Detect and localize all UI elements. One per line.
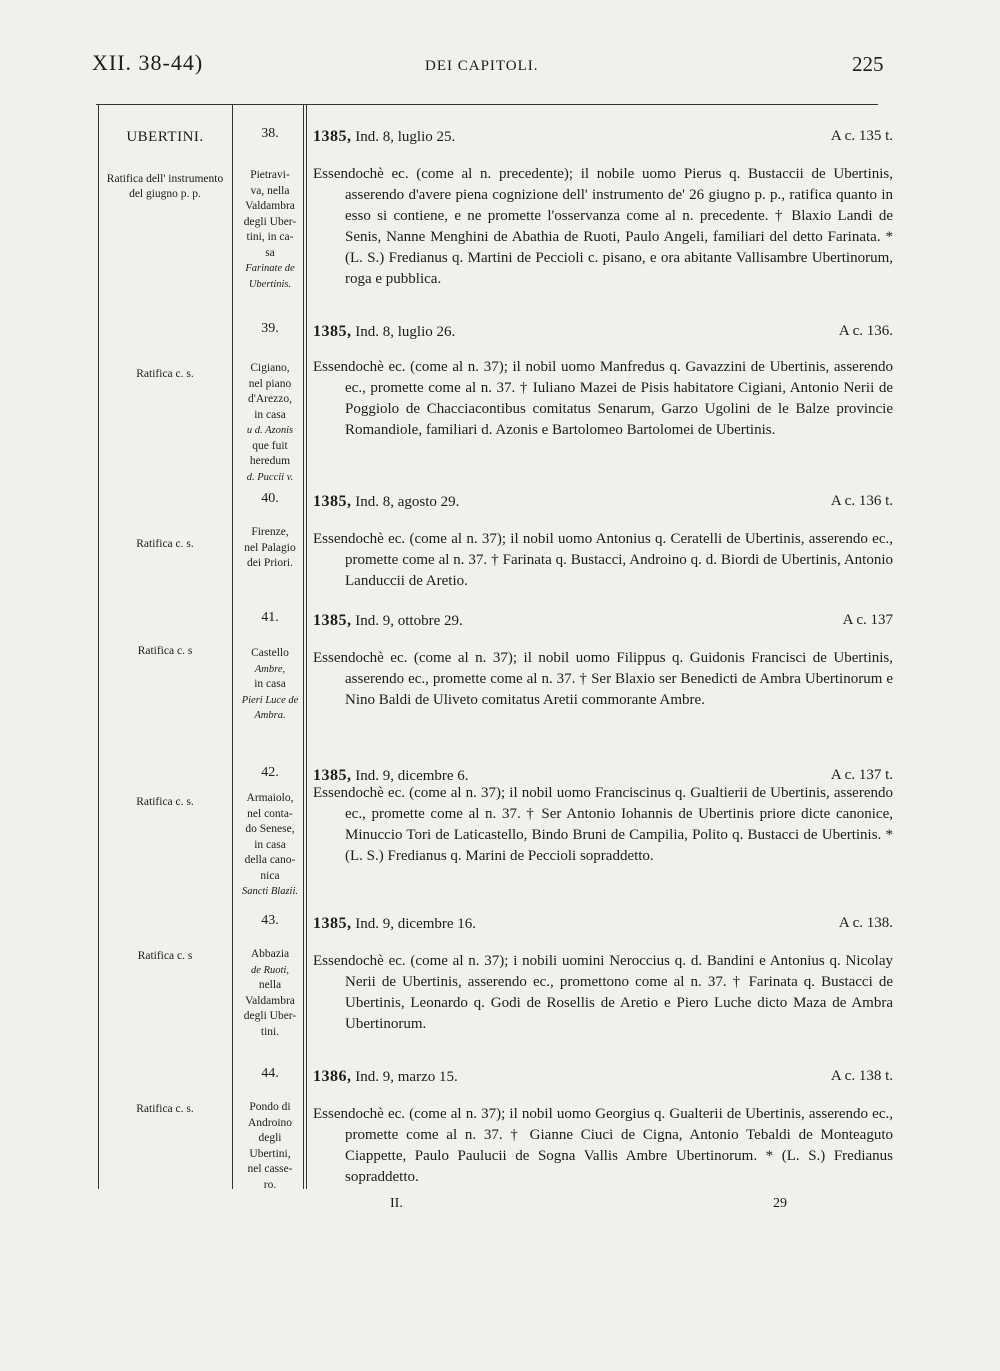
place-line: que fuit <box>252 439 288 452</box>
place-line: nel casse- <box>247 1163 293 1175</box>
entry-paragraph: Essendochè ec. (come al n. 37); il nobil uomo Manfredus q. Gavazzini de Ubertinis, asserendo ec., promette come al n. 37. † Iuliano Mazei de Pisis habitatore Cigiani, Antonio Nerii de Poggiolo de Chacciacontibus comitatus Senarum, Garzo Ugolini de le Balze provincie Romandiole, familiari d. Azonis e Bartolomeo Bartolomei de Ubertinis. <box>313 359 893 438</box>
top-rule <box>96 104 878 105</box>
entry-date: Ind. 9, dicembre 16. <box>355 916 477 932</box>
entry-year: 1385, <box>313 493 352 510</box>
entry-paragraph: Essendochè ec. (come al n. 37); il nobil uomo Georgius q. Gualterii de Ubertinis, asserendo ec., promette come al n. 37. † Gianne Ciuci de Cigna, Antonio Tebaldi de Monteaguto Ciappette, Paulo Paulucii de Sogna Vallis Ambre Ubertinorum. * (L. S.) Fredianus sopraddetto. <box>313 1106 893 1185</box>
entry-text <box>313 357 893 441</box>
entry-year: 1386, <box>313 1068 352 1085</box>
running-title: DEI CAPITOLI. <box>425 58 539 74</box>
sheet-number: 29 <box>773 1196 787 1211</box>
place-line: nel conta- <box>247 807 293 820</box>
place-line: in casa <box>254 408 286 421</box>
entry-folio-ref: A c. 138. <box>838 915 893 931</box>
place-line: Farinate de Ubertinis. <box>245 263 295 290</box>
place-line: de Ruoti, <box>251 964 289 976</box>
entry-date: Ind. 8, luglio 26. <box>355 324 456 340</box>
entry-number <box>238 1066 302 1084</box>
entry-number-text: 38. <box>261 126 279 141</box>
entry-number <box>238 765 302 783</box>
place-line: Valdambra <box>245 994 295 1007</box>
entry-year: 1385, <box>313 767 352 784</box>
place-line: do Senese, <box>245 823 295 835</box>
entry-number-text: 39. <box>261 321 279 336</box>
entry-place <box>238 791 302 900</box>
entry-folio-ref: A c. 136. <box>838 323 893 339</box>
entry-folio-ref: A c. 135 t. <box>830 128 893 144</box>
entry-text <box>313 648 893 711</box>
entry-heading <box>313 1068 893 1086</box>
entry-paragraph: Essendochè ec. (come al n. 37); il nobil uomo Filippus q. Guidonis Francisci de Ubertinis, asserendo ec., promette come al n. 37. † Ser Blaxio ser Benedicti de Ambra Ubertinorum e Nino Baldi de Uliveto comitatus Aretii commorante Ambre. <box>313 650 893 708</box>
entry-number <box>238 321 302 339</box>
entry-text <box>313 1104 893 1188</box>
place-line: Armaiolo, <box>246 792 294 804</box>
entry-folio-ref: A c. 138 t. <box>830 1068 893 1084</box>
entry-number-text: 42. <box>261 765 279 780</box>
place-line: nella <box>258 979 282 991</box>
left-rule <box>98 104 99 1189</box>
entry-number-text: 41. <box>261 610 279 625</box>
place-line: Cigiano, <box>250 362 290 374</box>
entry-text <box>313 164 893 290</box>
place-line: Sancti Blazii. <box>242 886 298 897</box>
place-line: dei Priori. <box>247 557 293 569</box>
entry-number <box>238 126 302 144</box>
entry-left-note: Ratifica c. s. <box>136 538 194 550</box>
place-line: degli <box>258 1132 282 1144</box>
place-line: Pondo di <box>249 1101 291 1113</box>
place-line: Pieri Luce de Ambra. <box>241 694 299 721</box>
place-line: Pietravi- <box>250 169 290 181</box>
entry-left-note: Ratifica dell' instrumento del giugno p. p. <box>106 173 224 200</box>
entry-date: Ind. 9, dicembre 6. <box>355 768 469 784</box>
place-line: sa <box>265 246 275 259</box>
entry-year: 1385, <box>313 612 352 629</box>
section-range: XII. 38-44) <box>92 50 204 75</box>
entry-paragraph: Essendochè ec. (come al n. 37); il nobil uomo Antonius q. Ceratelli de Ubertinis, asserendo ec., promette come al n. 37. † Farinata q. Bustacci, Androino q. d. Biordi de Ubertinis, Antonio Landuccii de Aretio. <box>313 531 893 589</box>
entry-heading <box>313 612 893 630</box>
entry-number-text: 43. <box>261 913 279 928</box>
entry-date: Ind. 9, marzo 15. <box>355 1069 458 1085</box>
place-line: in casa <box>254 838 286 851</box>
column-rule-3 <box>306 104 307 1189</box>
entry-place <box>238 168 302 292</box>
entry-left-note: Ratifica c. s <box>137 645 193 657</box>
place-line: tini, in ca- <box>246 231 294 243</box>
place-line: degli Uber- <box>243 215 297 228</box>
entry-text <box>313 783 893 867</box>
place-line: heredum <box>249 455 291 467</box>
place-line: ro. <box>263 1178 277 1191</box>
place-line: Castello <box>251 647 289 659</box>
entry-heading <box>313 323 893 341</box>
place-line: nel piano <box>248 377 292 390</box>
entry-number <box>238 610 302 628</box>
place-line: Ambre, <box>254 663 286 675</box>
entry-date: Ind. 8, luglio 25. <box>355 129 456 145</box>
entry-date: Ind. 8, agosto 29. <box>355 494 460 510</box>
entry-text <box>313 951 893 1035</box>
place-line: d. Puccii v. <box>246 471 294 483</box>
place-line: Abbazia <box>250 948 290 960</box>
entry-number-text: 40. <box>261 491 279 506</box>
place-line: tini. <box>260 1025 280 1038</box>
entry-place <box>238 525 302 572</box>
place-line: Ubertini, <box>249 1147 291 1160</box>
entry-left-note: Ratifica c. s. <box>136 796 194 808</box>
entry-place <box>238 947 302 1040</box>
entry-text <box>313 529 893 592</box>
entry-paragraph: Essendochè ec. (come al n. 37); il nobil uomo Franciscinus q. Gualtierii de Ubertinis, asserendo ec., promette come al n. 37. † Ser Antonio Iohannis de Ubertinis priore dicte canonice, Minuccio Tori de Laticastello, Bindo Bruni de Campilia, Polito q. Bustacci de Ubertinis. * (L. S.) Fredianus q. Marini de Peccioli sopraddetto. <box>313 785 893 864</box>
entry-date: Ind. 9, ottobre 29. <box>355 613 463 629</box>
entry-year: 1385, <box>313 323 352 340</box>
entry-heading <box>313 493 893 511</box>
entry-left-note: Ratifica c. s <box>137 950 193 962</box>
entry-year: 1385, <box>313 915 352 932</box>
entry-folio-ref: A c. 137 <box>842 612 893 628</box>
place-line: degli Uber- <box>243 1010 297 1022</box>
place-line: nel Palagio <box>244 541 296 554</box>
place-line: Valdambra <box>245 200 295 212</box>
entry-folio-ref: A c. 137 t. <box>830 767 893 783</box>
column-title: UBERTINI. <box>126 129 204 145</box>
entry-place <box>238 1100 302 1193</box>
place-line: in casa <box>254 678 286 690</box>
place-line: Firenze, <box>251 526 289 538</box>
entry-heading <box>313 128 893 146</box>
column-rule-2 <box>303 104 304 1189</box>
signature-mark: II. <box>390 1196 403 1211</box>
entry-number <box>238 913 302 931</box>
entry-place <box>238 646 302 724</box>
entry-paragraph: Essendochè ec. (come al n. precedente); il nobile uomo Pierus q. Bustaccii de Ubertinis, asserendo d'avere piena cognizione dell' instrumento de' 26 giugno p. p., ratifica quanto in esso si contiene, e ne promette l'osservanza come al n. precedente. † Blaxio Landi de Senis, Nanne Menghini de Abathia de Ruoti, Paulo Angeli, familiari del detto Farinata. * (L. S.) Fredianus q. Martini de Peccioli c. pisano, e ora abitante Vallisambre Ubertinorum, roga e pubblica. <box>313 166 893 287</box>
entry-place <box>238 361 302 485</box>
entry-paragraph: Essendochè ec. (come al n. 37); i nobili uomini Neroccius q. d. Bandini e Antonius q. Nicolay Nerii de Ubertinis, asserendo ec., promettono come al n. 37. † Farinata q. Bustacci de Ubertinis, Leonardo q. Godi de Rosellis de Aretio e Piero Luche dicto Maza de Ambra Ubertinorum. <box>313 953 893 1032</box>
entry-left-note: Ratifica c. s. <box>136 1103 194 1115</box>
entry-year: 1385, <box>313 128 352 145</box>
column-rule-1 <box>232 104 233 1189</box>
place-line: va, nella <box>250 184 290 197</box>
page-number: 225 <box>852 52 884 76</box>
place-line: della cano- <box>244 854 296 866</box>
place-line: nica <box>260 869 280 882</box>
entry-number <box>238 491 302 509</box>
entry-left-note: Ratifica c. s. <box>136 368 194 380</box>
place-line: Androino <box>247 1116 293 1129</box>
entry-number-text: 44. <box>261 1066 279 1081</box>
entry-folio-ref: A c. 136 t. <box>830 493 893 509</box>
place-line: u d. Azonis <box>246 425 294 436</box>
place-line: d'Arezzo, <box>248 393 292 405</box>
entry-heading <box>313 915 893 933</box>
